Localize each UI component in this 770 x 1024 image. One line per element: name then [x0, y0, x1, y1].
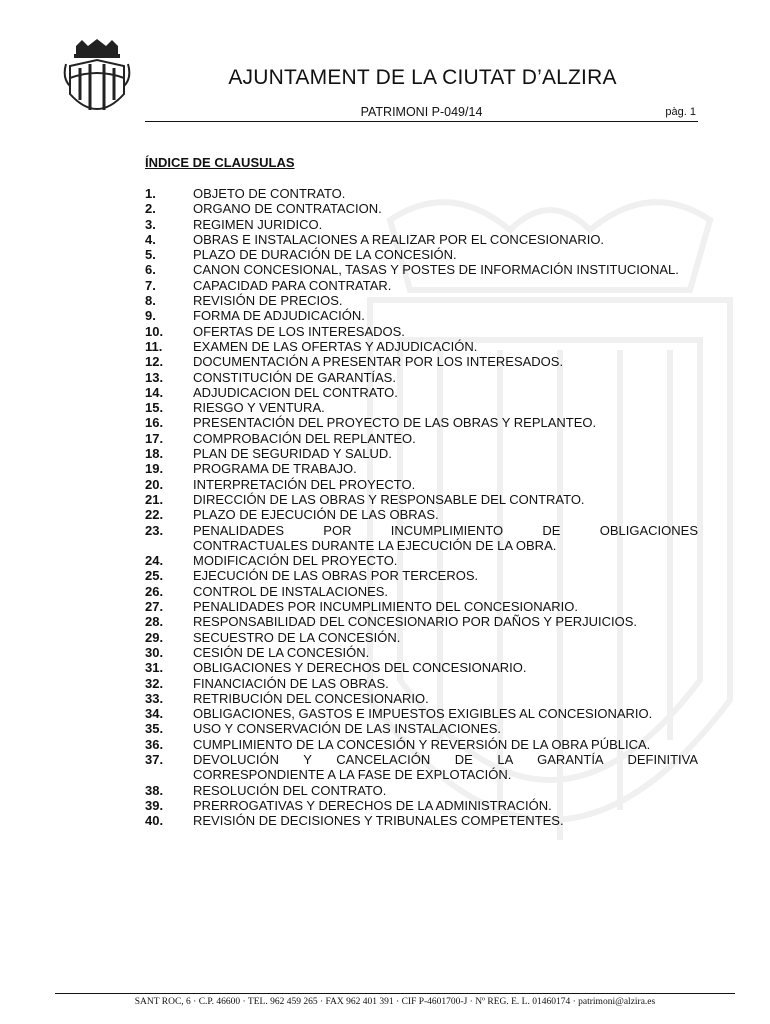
clause-text-line: CONTRACTUALES DURANTE LA EJECUCIÓN DE LA OBRA. [193, 537, 557, 553]
clause-item [145, 431, 698, 446]
clause-item [145, 308, 698, 323]
clause-number: 16. [145, 415, 164, 431]
clause-item [145, 813, 698, 828]
clause-number: 4. [145, 231, 156, 247]
clause-number: 33. [145, 690, 164, 706]
clause-number: 24. [145, 553, 164, 569]
clause-text: PLAN DE SEGURIDAD Y SALUD. [193, 446, 392, 462]
clause-item [145, 201, 698, 216]
clause-number: 9. [145, 308, 156, 324]
clause-text: REVISIÓN DE PRECIOS. [193, 293, 343, 309]
clause-text: COMPROBACIÓN DEL REPLANTEO. [193, 430, 416, 446]
clause-number: 37. [145, 751, 164, 767]
coat-of-arms-icon [62, 38, 132, 122]
clause-number: 22. [145, 507, 164, 523]
clause-text-line: PENALIDADES POR INCUMPLIMIENTO DE OBLIGACIONES [193, 522, 698, 538]
clause-number: 27. [145, 599, 164, 615]
clause-item [145, 354, 698, 369]
clause-item [145, 645, 698, 660]
clause-number: 25. [145, 568, 164, 584]
clause-text: MODIFICACIÓN DEL PROYECTO. [193, 553, 398, 569]
clause-text: FORMA DE ADJUDICACIÓN. [193, 308, 365, 324]
clause-text: OBJETO DE CONTRATO. [193, 186, 346, 201]
clause-text: RESPONSABILIDAD DEL CONCESIONARIO POR DAÑOS Y PERJUICIOS. [193, 614, 638, 630]
footer-address: SANT ROC, 6 · C.P. 46600 · TEL. 962 459 265 · FAX 962 401 391 · CIF P-4601700-J · Nº REG. E. L. 01460174 · patrimoni@alzira.es [134, 997, 656, 1007]
clause-item [145, 630, 698, 645]
clause-number: 15. [145, 400, 164, 416]
clause-number: 17. [145, 430, 164, 446]
clause-number: 28. [145, 614, 164, 630]
clause-number: 31. [145, 660, 164, 676]
clause-number: 23. [145, 522, 164, 538]
clause-text: CONTROL DE INSTALACIONES. [193, 583, 389, 599]
clause-text: PRESENTACIÓN DEL PROYECTO DE LAS OBRAS Y REPLANTEO. [193, 415, 597, 431]
clause-text: OBLIGACIONES Y DERECHOS DEL CONCESIONARIO. [193, 660, 527, 676]
clause-item [145, 568, 698, 583]
clause-text: ADJUDICACION DEL CONTRATO. [193, 384, 398, 400]
clause-item [145, 370, 698, 385]
clause-text: DOCUMENTACIÓN A PRESENTAR POR LOS INTERESADOS. [193, 354, 564, 370]
clause-item [145, 676, 698, 691]
clause-text: CESIÓN DE LA CONCESIÓN. [193, 644, 370, 660]
clause-item [145, 507, 698, 522]
clause-number: 40. [145, 813, 164, 829]
clause-number: 36. [145, 736, 164, 752]
clause-number: 18. [145, 446, 164, 462]
clause-text: REGIMEN JURIDICO. [193, 216, 323, 232]
clause-number: 34. [145, 706, 164, 722]
clause-number: 2. [145, 201, 156, 217]
clause-item [145, 752, 698, 783]
clause-item [145, 339, 698, 354]
clause-text: PRERROGATIVAS Y DERECHOS DE LA ADMINISTRACIÓN. [193, 797, 552, 813]
reference-line [145, 105, 698, 122]
clause-number: 21. [145, 491, 164, 507]
clause-text: PLAZO DE DURACIÓN DE LA CONCESIÓN. [193, 247, 457, 263]
clause-item [145, 278, 698, 293]
clause-text: OBLIGACIONES, GASTOS E IMPUESTOS EXIGIBLES AL CONCESIONARIO. [193, 706, 653, 722]
clause-item [145, 247, 698, 262]
clause-text: EXAMEN DE LAS OFERTAS Y ADJUDICACIÓN. [193, 338, 478, 354]
clause-item [145, 523, 698, 554]
clause-item [145, 324, 698, 339]
clause-item [145, 477, 698, 492]
clause-text: INTERPRETACIÓN DEL PROYECTO. [193, 476, 416, 492]
clause-text: DIRECCIÓN DE LAS OBRAS Y RESPONSABLE DEL CONTRATO. [193, 491, 585, 507]
clause-text: PLAZO DE EJECUCIÓN DE LAS OBRAS. [193, 507, 439, 523]
clause-item [145, 293, 698, 308]
clause-item [145, 446, 698, 461]
clause-item [145, 783, 698, 798]
clause-item [145, 385, 698, 400]
clause-number: 29. [145, 629, 164, 645]
clause-text: FINANCIACIÓN DE LAS OBRAS. [193, 675, 389, 691]
clause-text: CANON CONCESIONAL, TASAS Y POSTES DE INFORMACIÓN INSTITUCIONAL. [193, 262, 679, 278]
clause-item [145, 400, 698, 415]
clause-list [145, 186, 698, 828]
clause-number: 10. [145, 323, 164, 339]
index-title: ÍNDICE DE CLAUSULAS [145, 155, 295, 170]
clause-item [145, 706, 698, 721]
clause-text-line: CORRESPONDIENTE A LA FASE DE EXPLOTACIÓN. [193, 767, 512, 783]
clause-item [145, 584, 698, 599]
clause-text: RIESGO Y VENTURA. [193, 400, 325, 416]
clause-text [193, 752, 698, 783]
clause-number: 1. [145, 186, 156, 201]
clause-item [145, 492, 698, 507]
clause-item [145, 614, 698, 629]
clause-text: OBRAS E INSTALACIONES A REALIZAR POR EL CONCESIONARIO. [193, 231, 605, 247]
clause-number: 35. [145, 721, 164, 737]
clause-number: 14. [145, 384, 164, 400]
footer-divider [55, 993, 735, 994]
clause-item [145, 691, 698, 706]
clause-number: 30. [145, 644, 164, 660]
clause-item [145, 737, 698, 752]
clause-item [145, 415, 698, 430]
clause-item [145, 553, 698, 568]
clause-number: 20. [145, 476, 164, 492]
clause-number: 8. [145, 293, 156, 309]
clause-text: PROGRAMA DE TRABAJO. [193, 461, 357, 477]
clause-text: PENALIDADES POR INCUMPLIMIENTO DEL CONCESIONARIO. [193, 599, 579, 615]
clause-number: 13. [145, 369, 164, 385]
page-title: AJUNTAMENT DE LA CIUTAT D’ALZIRA [228, 66, 617, 89]
clause-text: RESOLUCIÓN DEL CONTRATO. [193, 782, 387, 798]
clause-number: 39. [145, 797, 164, 813]
clause-text: OFERTAS DE LOS INTERESADOS. [193, 323, 405, 339]
clause-number: 12. [145, 354, 164, 370]
clause-text: CAPACIDAD PARA CONTRATAR. [193, 277, 392, 293]
clause-text: CUMPLIMIENTO DE LA CONCESIÓN Y REVERSIÓN DE LA OBRA PÚBLICA. [193, 736, 651, 752]
clause-text-line: DEVOLUCIÓN Y CANCELACIÓN DE LA GARANTÍA DEFINITIVA [193, 751, 698, 767]
clause-number: 26. [145, 583, 164, 599]
clause-number: 3. [145, 216, 156, 232]
clause-item [145, 798, 698, 813]
clause-number: 5. [145, 247, 156, 263]
clause-text: CONSTITUCIÓN DE GARANTÍAS. [193, 369, 396, 385]
clause-text: EJECUCIÓN DE LAS OBRAS POR TERCEROS. [193, 568, 479, 584]
clause-item [145, 721, 698, 736]
clause-text: RETRIBUCIÓN DEL CONCESIONARIO. [193, 690, 429, 706]
clause-item [145, 599, 698, 614]
clause-item [145, 232, 698, 247]
clause-number: 7. [145, 277, 156, 293]
clause-item [145, 461, 698, 476]
clause-text: REVISIÓN DE DECISIONES Y TRIBUNALES COMPETENTES. [193, 813, 564, 829]
clause-text [193, 523, 698, 554]
clause-item [145, 217, 698, 232]
clause-text: USO Y CONSERVACIÓN DE LAS INSTALACIONES. [193, 721, 501, 737]
clause-text: ORGANO DE CONTRATACION. [193, 201, 382, 217]
page-number: pàg. 1 [665, 106, 696, 118]
clause-number: 6. [145, 262, 156, 278]
clause-number: 32. [145, 675, 164, 691]
document-reference: PATRIMONI P-049/14 [360, 105, 483, 119]
clause-item [145, 262, 698, 277]
clause-number: 11. [145, 338, 163, 354]
clause-item [145, 186, 698, 201]
clause-item [145, 660, 698, 675]
clause-text: SECUESTRO DE LA CONCESIÓN. [193, 629, 401, 645]
clause-number: 19. [145, 461, 164, 477]
clause-number: 38. [145, 782, 164, 798]
